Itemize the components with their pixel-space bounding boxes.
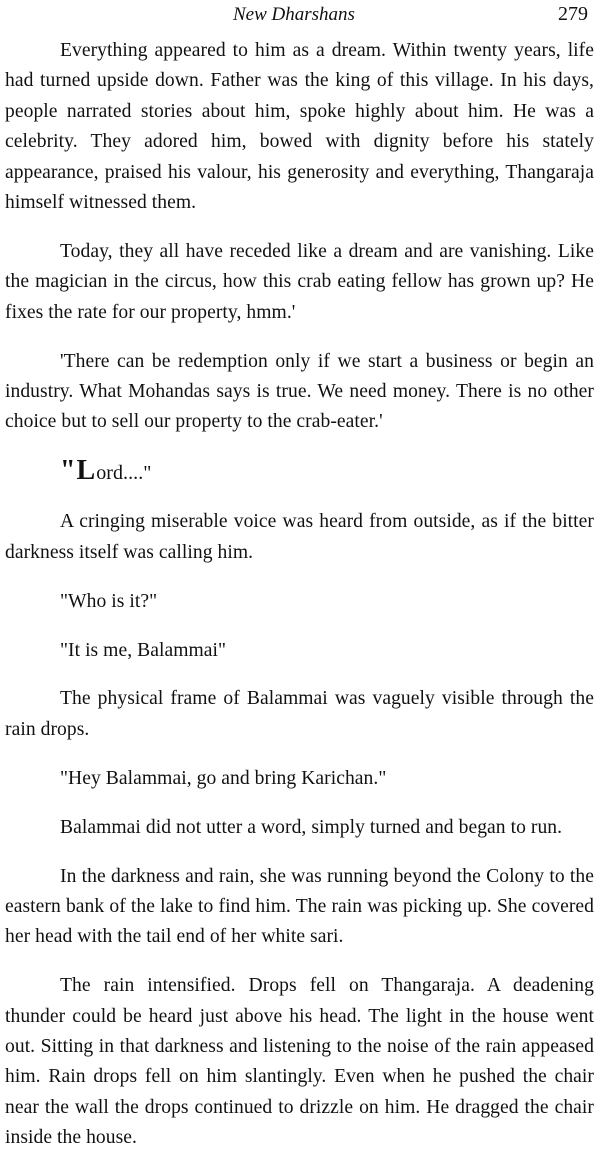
lord-rest: ord...." <box>96 462 152 485</box>
paragraph: Everything appeared to him as a dream. Within twenty years, life had turned upside down. Father was the king of this village. In his days, people narrated stories about him, spoke highly about him. He was a celebrity. They adored him, bowed with dignity before his stately appearance, praised his valour, his generosity and everything, Thangaraja himself witnessed them. <box>5 40 594 214</box>
body-text <box>5 36 594 1154</box>
paragraph: In the darkness and rain, she was running beyond the Colony to the eastern bank of the lake to find him. The rain was picking up. She covered her head with the tail end of her white sari. <box>5 865 594 948</box>
lord-initial: L <box>76 455 97 487</box>
running-title: New Dharshans <box>233 4 355 25</box>
dialogue-lord <box>5 456 594 488</box>
paragraph: A cringing miserable voice was heard from outside, as if the bitter darkness itself was calling him. <box>5 511 594 563</box>
paragraph: The rain intensified. Drops fell on Thangaraja. A deadening thunder could be heard just above his head. The light in the house went out. Sitting in that darkness and listening to the noise of the rain appeased him. Rain drops fell on him slantingly. Even when he pushed the chair near the wall the drops continued to drizzle on him. He dragged the chair inside the house. <box>5 975 594 1149</box>
paragraph: The physical frame of Balammai was vaguely visible through the rain drops. <box>5 688 594 740</box>
page-number: 279 <box>558 3 588 25</box>
paragraph: Today, they all have receded like a dream and are vanishing. Like the magician in the circus, how this crab eating fellow has grown up? He fixes the rate for our property, hmm.' <box>5 240 594 323</box>
paragraph: 'There can be redemption only if we start a business or begin an industry. What Mohandas says is true. We need money. There is no other choice but to sell our property to the crab-eater.' <box>5 350 594 433</box>
paragraph: Balammai did not utter a word, simply turned and began to run. <box>60 816 563 838</box>
paragraph: "Who is it?" <box>60 590 158 612</box>
paragraph: "Hey Balammai, go and bring Karichan." <box>60 767 387 789</box>
lord-open-quote: " <box>60 455 77 487</box>
paragraph: "It is me, Balammai" <box>60 639 227 661</box>
page-header <box>5 0 594 36</box>
